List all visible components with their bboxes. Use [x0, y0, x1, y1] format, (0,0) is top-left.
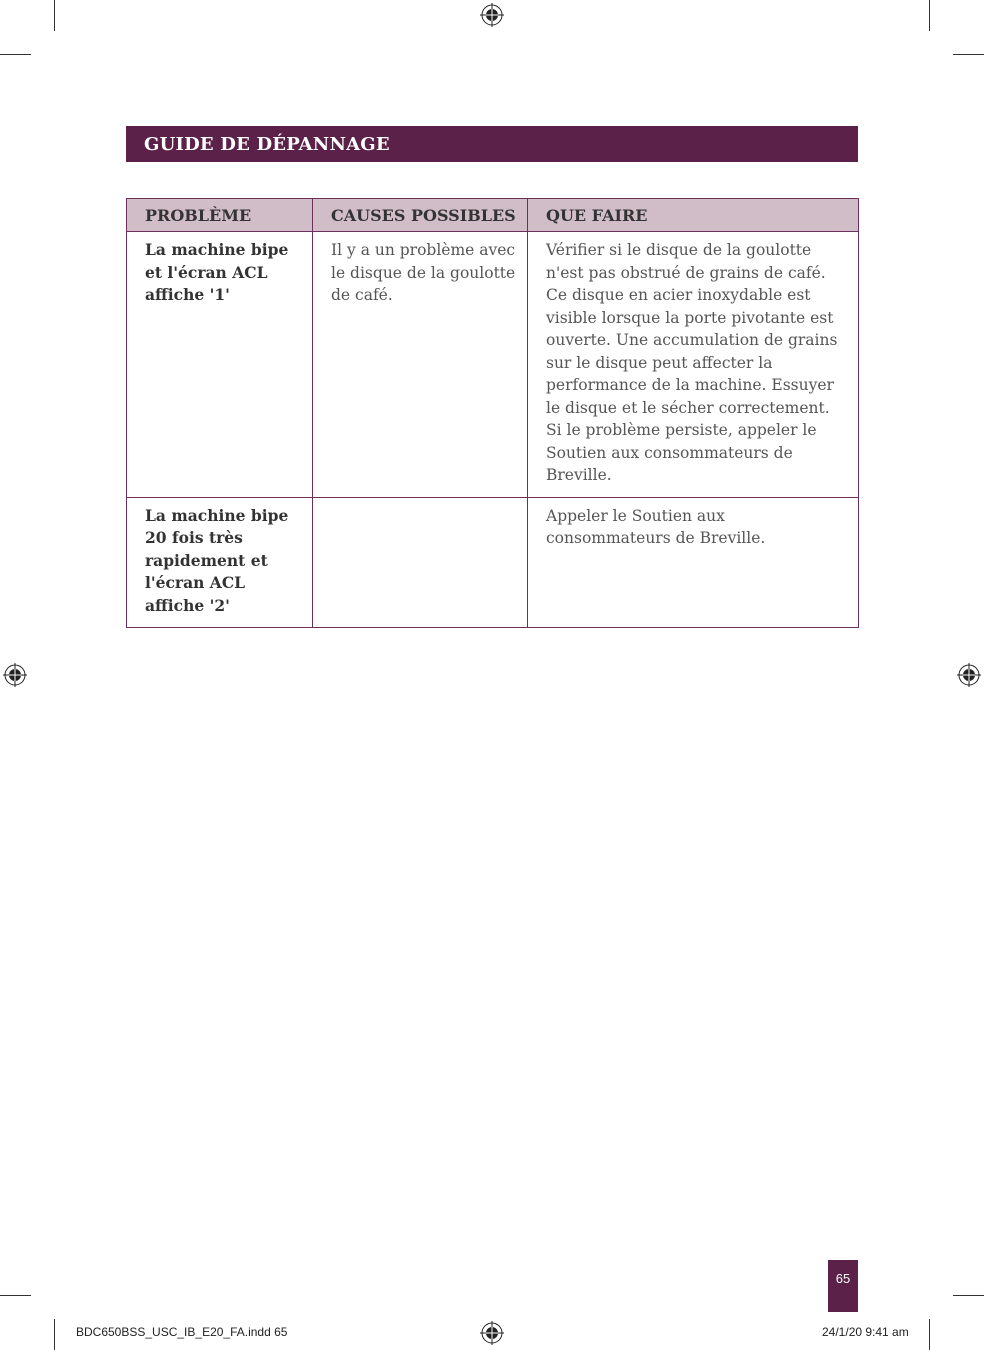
troubleshooting-table: [126, 198, 859, 628]
registration-mark-icon: [957, 663, 981, 687]
crop-mark: [0, 1295, 31, 1296]
cause-cell: [313, 497, 528, 628]
print-timestamp: 24/1/20 9:41 am: [822, 1325, 909, 1339]
crop-mark: [0, 54, 31, 55]
action-cell: Vérifier si le disque de la goulotte n'est pas obstrué de grains de café. Ce disque en acier inoxydable est visible lorsque la porte pivotante est ouverte. Une accumulation de grains sur le disque peut affecter la performance de la machine. Essuyer le disque et le sécher correctement. Si le problème persiste, appeler le Soutien aux consommateurs de Breville.: [528, 232, 859, 498]
column-header-action: QUE FAIRE: [528, 199, 859, 232]
crop-mark: [929, 1319, 930, 1350]
crop-mark: [929, 0, 930, 31]
crop-mark: [54, 1319, 55, 1350]
action-cell: Appeler le Soutien aux consommateurs de Breville.: [528, 497, 859, 628]
problem-cell: La machine bipe et l'écran ACL affiche '1': [127, 232, 313, 498]
page-number: 65: [828, 1260, 858, 1312]
file-info: BDC650BSS_USC_IB_E20_FA.indd 65: [76, 1325, 288, 1339]
section-title: GUIDE DE DÉPANNAGE: [126, 126, 858, 162]
registration-mark-icon: [480, 1321, 504, 1345]
problem-cell: La machine bipe 20 fois très rapidement et l'écran ACL affiche '2': [127, 497, 313, 628]
crop-mark: [953, 54, 984, 55]
table-row: [127, 497, 859, 628]
table-row: [127, 232, 859, 498]
registration-mark-icon: [480, 3, 504, 27]
registration-mark-icon: [3, 663, 27, 687]
crop-mark: [54, 0, 55, 31]
table-header-row: [127, 199, 859, 232]
column-header-causes: CAUSES POSSIBLES: [313, 199, 528, 232]
column-header-problem: PROBLÈME: [127, 199, 313, 232]
crop-mark: [953, 1295, 984, 1296]
cause-cell: Il y a un problème avec le disque de la goulotte de café.: [313, 232, 528, 498]
